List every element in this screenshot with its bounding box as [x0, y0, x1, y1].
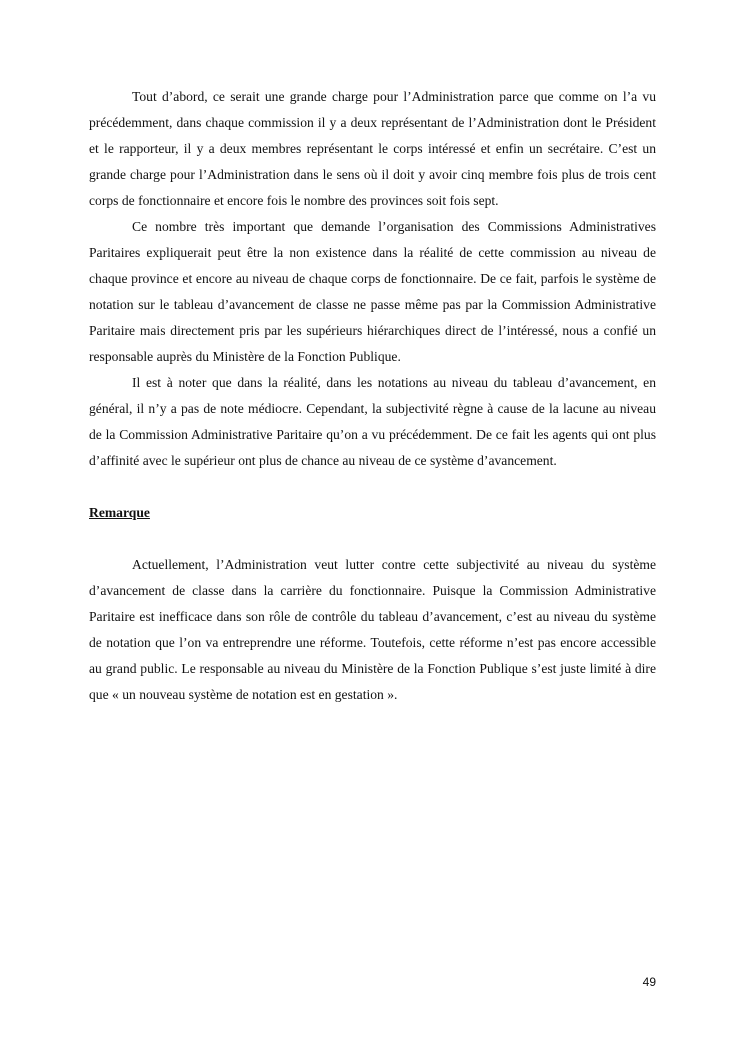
remark-paragraph: Actuellement, l’Administration veut lutter contre cette subjectivité au niveau du système d’avancement de classe dans la carrière du fonctionnaire. Puisque la Commission Administrative Paritaire est inefficace dans son rôle de contrôle du tableau d’avancement, c’est au niveau du système de notation que l’on va entreprendre une réforme. Toutefois, cette réforme n’est pas encore accessible au grand public. Le responsable au niveau du Ministère de la Fonction Publique s’est juste limité à dire que « un nouveau système de notation est en gestation ».: [89, 557, 656, 702]
remark-heading: Remarque: [89, 505, 150, 520]
body-paragraph-2: Ce nombre très important que demande l’organisation des Commissions Administratives Paritaires expliquerait peut être la non existence dans la réalité de cette commission au niveau de chaque province et encore au niveau de chaque corps de fonctionnaire. De ce fait, parfois le système de notation sur le tableau d’avancement de classe ne passe même pas par la Commission Administrative Paritaire mais directement pris par les supérieurs hiérarchiques direct de l’intéressé, nous a confié un responsable auprès du Ministère de la Fonction Publique.: [89, 219, 656, 364]
body-paragraph-3: Il est à noter que dans la réalité, dans les notations au niveau du tableau d’avancement, en général, il n’y a pas de note médiocre. Cependant, la subjectivité règne à cause de la lacune au niveau de la Commission Administrative Paritaire qu’on a vu précédemment. De ce fait les agents qui ont plus d’affinité avec le supérieur ont plus de chance au niveau de ce système d’avancement.: [89, 375, 656, 468]
page-number: 49: [642, 975, 656, 989]
body-paragraph-1: Tout d’abord, ce serait une grande charge pour l’Administration parce que comme on l’a vu précédemment, dans chaque commission il y a deux représentant de l’Administration dont le Président et le rapporteur, il y a deux membres représentant le corps intéressé et enfin un secrétaire. C’est un grande charge pour l’Administration dans le sens où il doit y avoir cinq membre fois plus de trois cent corps de fonctionnaire et encore fois le nombre des provinces soit fois sept.: [89, 89, 656, 208]
document-page: [89, 84, 656, 708]
